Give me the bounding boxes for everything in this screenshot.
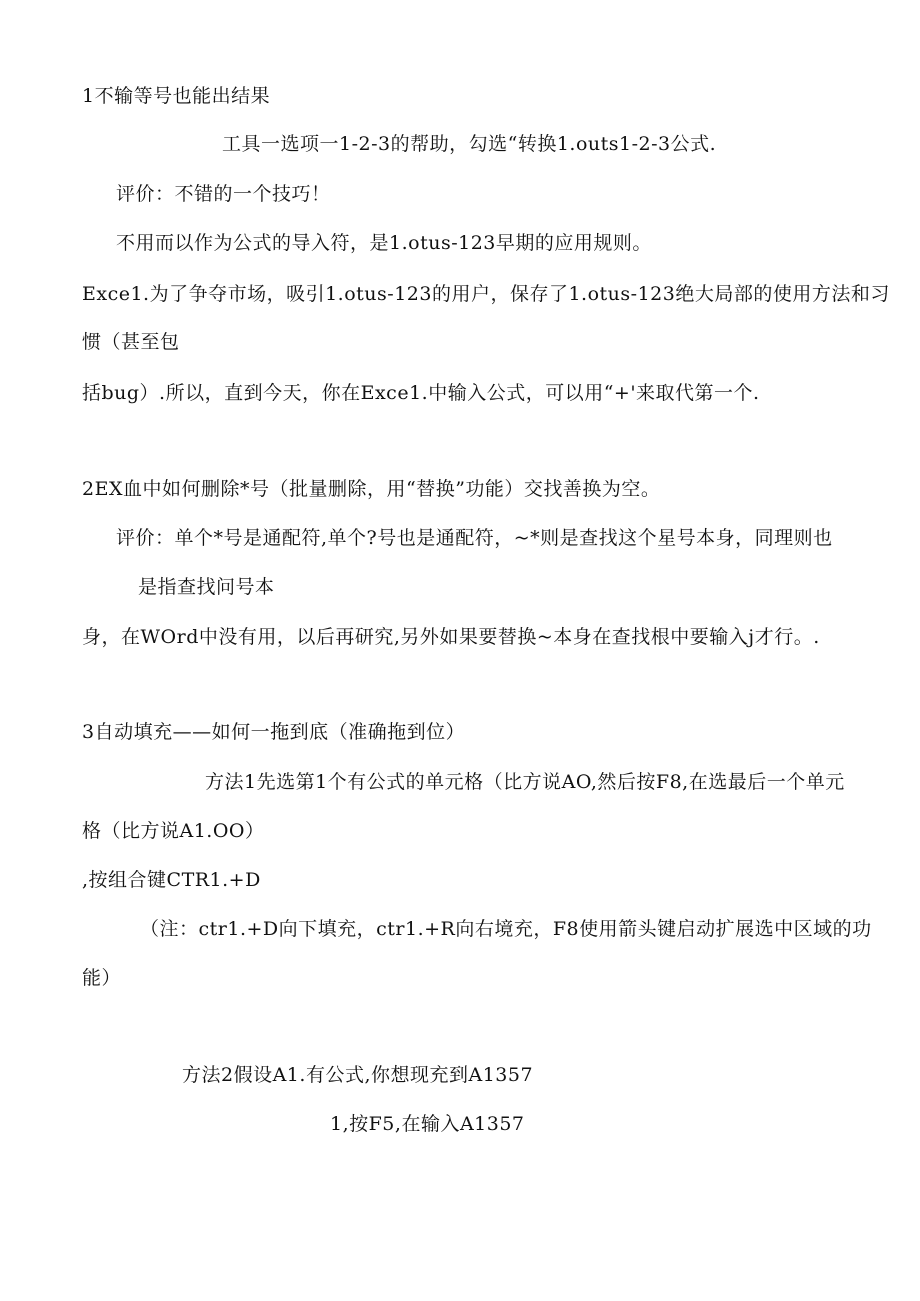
section-2-line-3: 身，在WOrd中没有用，以后再研究,另外如果要替换~本身在查找根中要输入j才行。.	[82, 626, 820, 648]
section-1-heading: 1不输等号也能出结果	[82, 85, 271, 107]
section-3-line-1: 方法1先选第1个有公式的单元格（比方说AO,然后按F8,在选最后一个单元	[205, 771, 845, 793]
section-3-heading: 3自动填充——如何一拖到底（准确拖到位）	[82, 721, 466, 743]
section-1-line-3: 不用而以作为公式的导入符，是1.otus-123早期的应用规则。	[116, 232, 652, 254]
section-3-line-3: ,按组合键CTR1.+D	[82, 869, 261, 891]
section-1-line-6: 括bug）.所以，直到今天，你在Exce1.中输入公式，可以用“+'来取代第一个.	[82, 382, 760, 404]
section-3-line-7: 1,按F5,在输入A1357	[330, 1113, 525, 1135]
section-3-line-2: 格（比方说A1.OO）	[82, 820, 265, 842]
section-1-line-2: 评价：不错的一个技巧！	[116, 183, 331, 205]
section-2-line-1: 评价：单个*号是通配符,单个?号也是通配符，~*则是查找这个星号本身，同理则也	[116, 527, 833, 549]
section-1-line-1: 工具一选项一1-2-3的帮助，勾选“转换1.outs1-2-3公式.	[222, 133, 717, 155]
section-3-line-4: （注：ctr1.+D向下填充，ctr1.+R向右境充，F8使用箭头键启动扩展选中区域的功	[140, 918, 872, 940]
section-3-line-5: 能）	[82, 967, 122, 989]
section-3-line-6: 方法2假设A1.有公式,你想现充到A1357	[182, 1064, 534, 1086]
section-1-line-5: 惯（甚至包	[82, 331, 180, 353]
section-1-line-4: Exce1.为了争夺市场，吸引1.otus-123的用户，保存了1.otus-123绝大局部的使用方法和习	[82, 283, 890, 305]
section-2-heading: 2EX血中如何删除*号（批量删除，用“替换”功能）交找善换为空。	[82, 478, 661, 500]
section-2-line-2: 是指查找问号本	[138, 576, 275, 598]
